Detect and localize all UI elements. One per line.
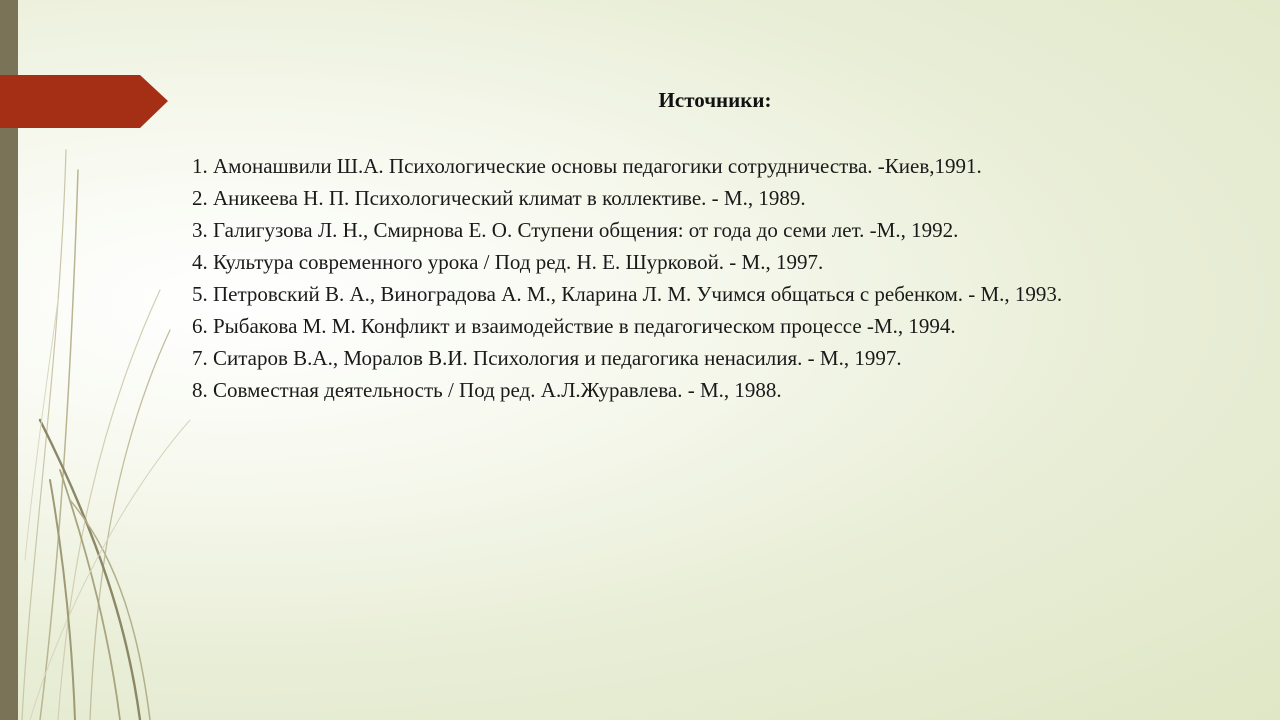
source-item: 6. Рыбакова М. М. Конфликт и взаимодействие в педагогическом процессе -М., 1994. xyxy=(192,314,956,338)
decor-stem xyxy=(25,300,58,560)
source-item: 5. Петровский В. А., Виноградова А. М., Кларина Л. М. Учимся общаться с ребенком. - М., 1993. xyxy=(192,282,1063,306)
decor-stem xyxy=(60,470,120,720)
decor-stem xyxy=(22,150,66,720)
decor-stem xyxy=(30,420,190,720)
source-item: 3. Галигузова Л. Н., Смирнова Е. О. Ступени общения: от года до семи лет. -М., 1992. xyxy=(192,218,959,242)
sources-list xyxy=(192,150,1242,406)
source-item: 4. Культура современного урока / Под ред. Н. Е. Шурковой. - М., 1997. xyxy=(192,250,824,274)
source-item: 8. Совместная деятельность / Под ред. А.Л.Журавлева. - М., 1988. xyxy=(192,378,782,402)
source-item: 2. Аникеева Н. П. Психологический климат в коллективе. - М., 1989. xyxy=(192,186,806,210)
source-item: 7. Ситаров В.А., Моралов В.И. Психология и педагогика ненасилия. - М., 1997. xyxy=(192,346,902,370)
source-item: 1. Амонашвили Ш.А. Психологические основы педагогики сотрудничества. -Киев,1991. xyxy=(192,154,982,178)
slide-title: Источники: xyxy=(658,88,772,112)
